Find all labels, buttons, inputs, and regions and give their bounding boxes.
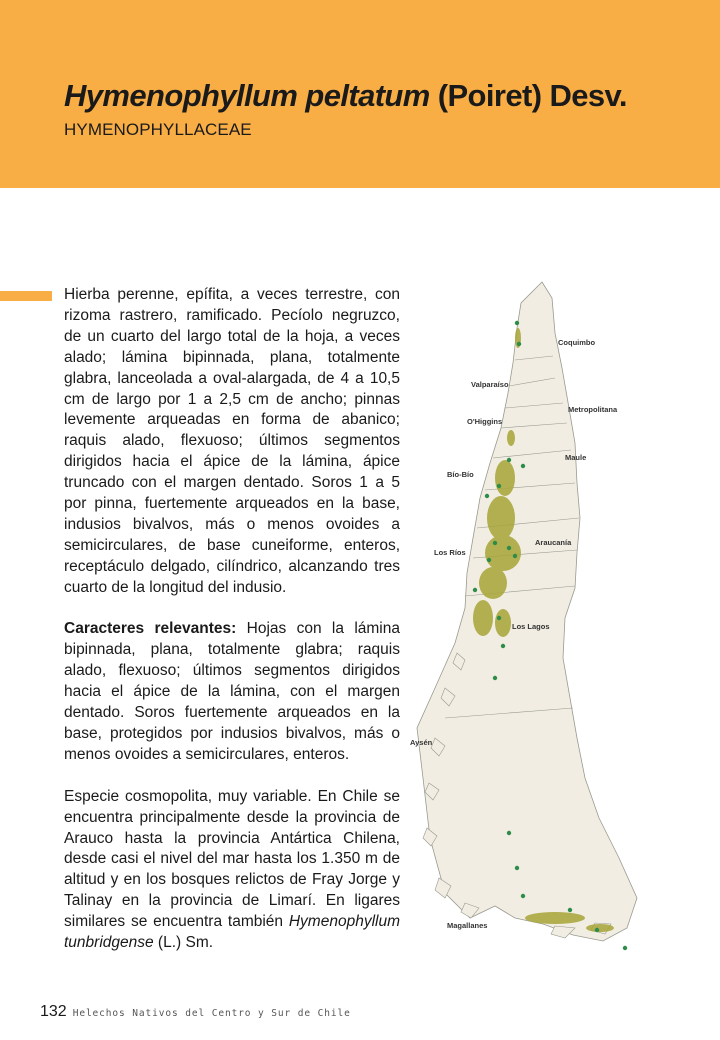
relevant-characters-text: Hojas con la lámina bipinnada, plana, totalmente glabra; raquis alado, flexuoso; últimos segmentos dirigidos hacia el ápice de la lámina, con el margen dentado. Soros fuertemente arqueados en la base, protegidos por indusios bivalvos, más o menos ovoides a semicirculares, enteros. [64, 620, 400, 763]
page-title [64, 78, 627, 114]
section-marker-bar [0, 291, 52, 301]
relevant-characters-paragraph [64, 619, 400, 765]
scientific-name: Hymenophyllum peltatum [64, 78, 430, 113]
book-title: Helechos Nativos del Centro y Sur de Chile [72, 1008, 351, 1019]
map-label-los-rios: Los Ríos [434, 548, 466, 557]
text-column [64, 285, 400, 975]
distribution-author: (L.) Sm. [153, 934, 214, 952]
distribution-map [405, 278, 645, 968]
relevant-characters-label: Caracteres relevantes: [64, 620, 237, 638]
map-label-coquimbo: Coquimbo [558, 338, 596, 347]
map-label-valparaiso: Valparaíso [471, 380, 509, 389]
map-land-silhouette [417, 282, 637, 941]
map-label-araucania: Araucanía [535, 538, 572, 547]
distribution-text: Especie cosmopolita, muy variable. En Chile se encuentra principalmente desde la provincia de Arauco hasta la provincia Antártica Chilena, desde casi el nivel del mar hasta los 1.350 m de altitud y en los bosques relictos de Fray Jorge y Talinay en la provincia de Limarí. En ligares similares se encuentra también [64, 787, 400, 931]
map-label-magallanes: Magallanes [447, 921, 488, 930]
page-footer [40, 1003, 351, 1021]
author-citation: (Poiret) Desv. [437, 78, 627, 113]
page-number: 132 [40, 1003, 67, 1020]
description-paragraph: Hierba perenne, epífita, a veces terrestre, con rizoma rastrero, ramificado. Pecíolo negruzco, de un cuarto del largo total de la hoja, a veces alado; lámina bipinnada, plana, totalmente glabra, lanceolada a oval-alargada, de 4 a 10,5 cm de largo por 1 a 2,5 cm de ancho; pinnas levemente arqueadas en forma de abanico; raquis alado, flexuoso; últimos segmentos dirigidos hacia el ápice de la lámina, ápice truncado con el margen dentado. Soros 1 a 5 por pinna, fuertemente arqueados en la base, indusios bivalvos, más o menos ovoides a semicirculares, de base cuneiforme, enteros, receptáculo delgado, cilíndrico, alcanzando tres cuarto de la longitud del indusio. [64, 286, 400, 596]
distribution-paragraph [64, 787, 400, 954]
family-name: HYMENOPHYLLACEAE [64, 120, 252, 139]
map-label-maule: Maule [565, 453, 587, 462]
map-label-metropolitana: Metropolitana [568, 405, 618, 414]
distribution-species: Hymenophyllum tunbridgense [64, 913, 400, 952]
header-band [0, 0, 720, 188]
map-label-aysen: Aysén [410, 738, 433, 747]
map-label-los-lagos: Los Lagos [512, 622, 550, 631]
map-label-biobio: Bío-Bío [447, 470, 474, 479]
map-label-ohiggins: O'Higgins [467, 417, 503, 426]
